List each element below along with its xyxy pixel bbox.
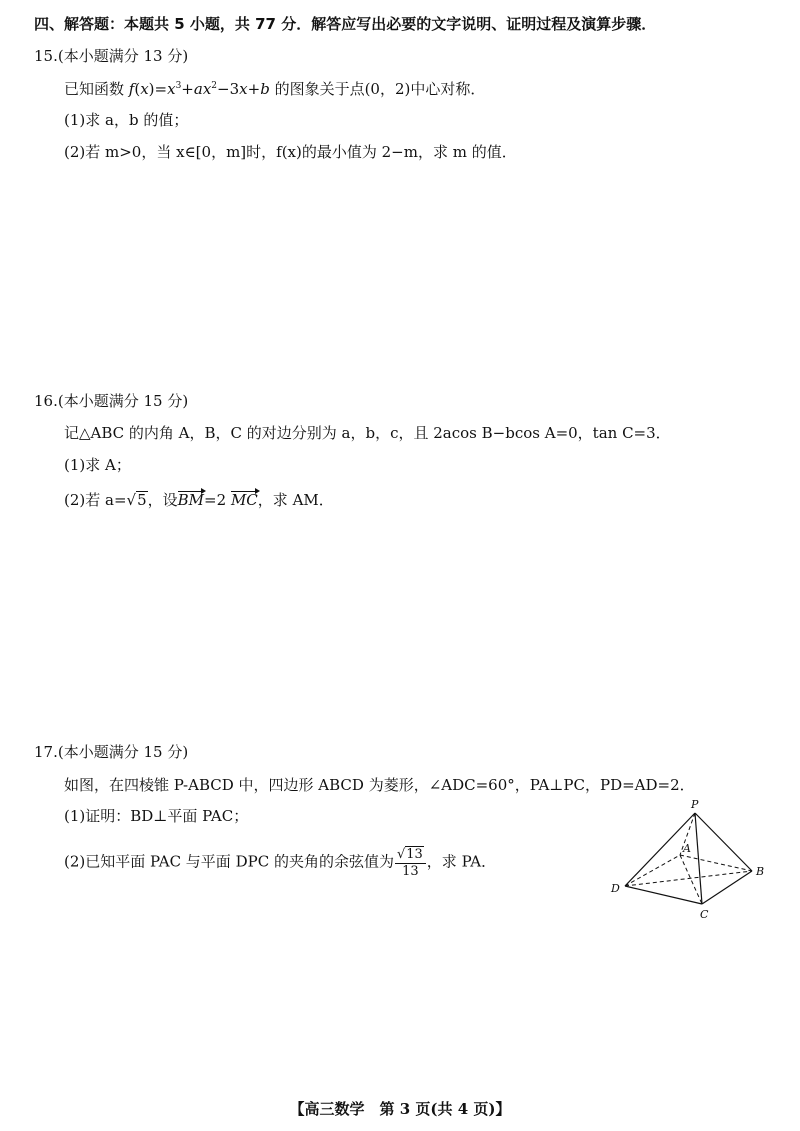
fraction-numerator: 13 — [406, 847, 423, 862]
label-c: C — [700, 908, 709, 921]
question-16-part-1: (1)求 A； — [64, 456, 131, 474]
question-17-part-2-suffix: ，求 PA． — [426, 852, 497, 871]
question-15-stem-suffix: 的图象关于点(0，2)中心对称． — [274, 80, 486, 98]
question-17-part-2 — [64, 846, 496, 879]
question-15-part-2: (2)若 m>0，当 x∈[0，m]时，f(x)的最小值为 2−m，求 m 的值． — [64, 143, 517, 161]
edge-da — [625, 855, 680, 886]
pyramid-figure — [600, 795, 780, 925]
edge-ab — [680, 855, 752, 871]
question-17-number: 17. — [34, 743, 58, 761]
question-16-part-2-eq: =2 — [204, 491, 227, 509]
question-15-stem-prefix: 已知函数 — [64, 80, 129, 98]
question-15-function: f — [128, 80, 135, 98]
page-footer: 【高三数学 第 3 页(共 4 页)】 — [289, 1100, 511, 1118]
question-17-part-2-prefix: (2)已知平面 PAC 与平面 DPC 的夹角的余弦值为 — [64, 852, 394, 871]
edge-dc — [625, 886, 702, 904]
question-16-stem: 记△ABC 的内角 A，B，C 的对边分别为 a，b，c，且 2acos B−bcos A=0，tan C=3． — [64, 424, 671, 442]
label-b: B — [756, 865, 765, 878]
edge-pb — [695, 813, 752, 871]
section-heading: 四、解答题：本题共 5 小题，共 77 分．解答应写出必要的文字说明、证明过程及演算步骤． — [34, 15, 657, 33]
label-d: D — [611, 882, 620, 895]
fraction-denominator: 13 — [402, 864, 419, 879]
question-16-score: (本小题满分 15 分) — [57, 392, 189, 410]
question-16-number: 16. — [34, 392, 58, 410]
question-16-header — [34, 391, 188, 411]
question-17-header — [34, 742, 188, 762]
label-a: A — [683, 842, 691, 855]
question-16-part-2: (2)若 a=√5，设BM=2 MC，求 AM． — [64, 491, 334, 509]
question-16-part-2-prefix: (2)若 a= — [64, 491, 127, 509]
question-16-part-2-suffix: ，求 AM． — [257, 491, 334, 509]
question-15-number: 15. — [34, 47, 58, 65]
fraction-sqrt13-over-13: $\frac{√13}{13}$ — [395, 846, 426, 879]
question-16-part-2-mid: ，设 — [147, 491, 178, 509]
question-15-part-1: (1)求 a，b 的值； — [64, 111, 189, 129]
question-17-stem: 如图，在四棱锥 P-ABCD 中，四边形 ABCD 为菱形，∠ADC=60°，PA⊥PC，PD=AD=2． — [64, 776, 695, 794]
question-15-score: (本小题满分 13 分) — [57, 47, 189, 65]
vector-mc: MC — [230, 491, 258, 509]
question-15-header — [34, 46, 188, 66]
label-p: P — [691, 798, 699, 811]
question-17-score: (本小题满分 15 分) — [57, 743, 189, 761]
question-17-part-1: (1)证明：BD⊥平面 PAC； — [64, 807, 249, 825]
question-15-stem: 已知函数 $f(x)=x^3+ax^2-3x+b$ 的图象关于点(0，2)中心对称． — [64, 80, 486, 98]
vector-bm: BM — [177, 491, 205, 509]
sqrt-5: 5 — [137, 491, 147, 509]
